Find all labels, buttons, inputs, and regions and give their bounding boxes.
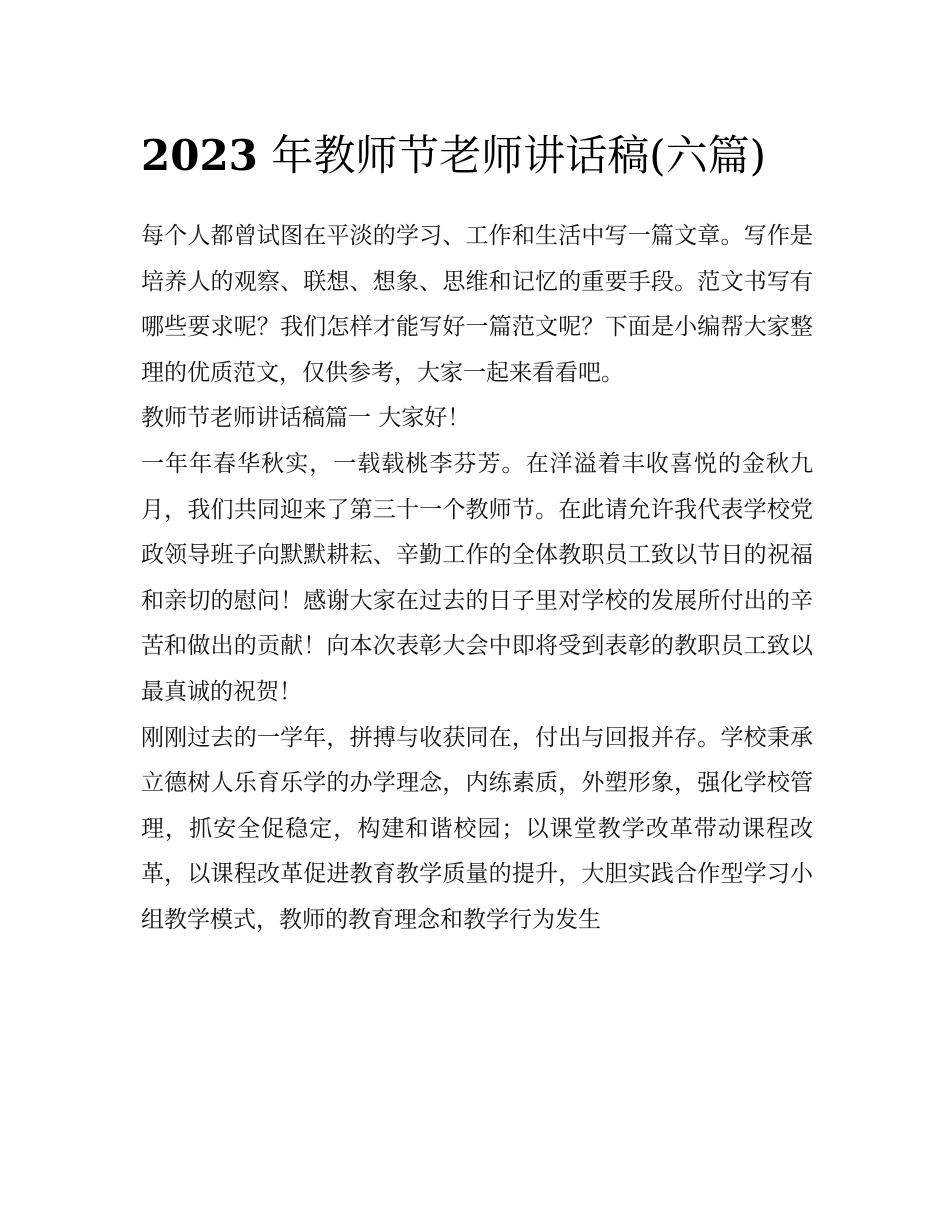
section-heading: 教师节老师讲话稿篇一 大家好！: [141, 405, 471, 432]
document-page: [141, 118, 813, 944]
body-paragraph: 一年年春华秋实，一载载桃李芬芳。在洋溢着丰收喜悦的金秋九月，我们共同迎来了第三十一个教师节。在此请允许我代表学校党政领导班子向默默耕耘、辛勤工作的全体教职员工致以节日的祝福和亲切的慰问！感谢大家在过去的日子里对学校的发展所付出的辛苦和做出的贡献！向本次表彰大会中即将受到表彰的教职员工致以最真诚的祝贺！: [141, 450, 813, 705]
document-title: [141, 118, 813, 194]
intro-paragraph: 每个人都曾试图在平淡的学习、工作和生活中写一篇文章。写作是培养人的观察、联想、想象、思维和记忆的重要手段。范文书写有哪些要求呢？我们怎样才能写好一篇范文呢？下面是小编帮大家整理的优质范文，仅供参考，大家一起来看看吧。: [141, 223, 813, 386]
body-paragraph: 刚刚过去的一学年，拼搏与收获同在，付出与回报并存。学校秉承立德树人乐育乐学的办学理念，内练素质，外塑形象，强化学校管理，抓安全促稳定，构建和谐校园；以课堂教学改革带动课程改革，以课程改革促进教育教学质量的提升，大胆实践合作型学习小组教学模式，教师的教育理念和教学行为发生: [141, 724, 813, 933]
title-text: 年教师节老师讲话稿(六篇): [271, 131, 767, 180]
document-body: [141, 214, 813, 944]
title-year: 2023: [141, 131, 258, 180]
